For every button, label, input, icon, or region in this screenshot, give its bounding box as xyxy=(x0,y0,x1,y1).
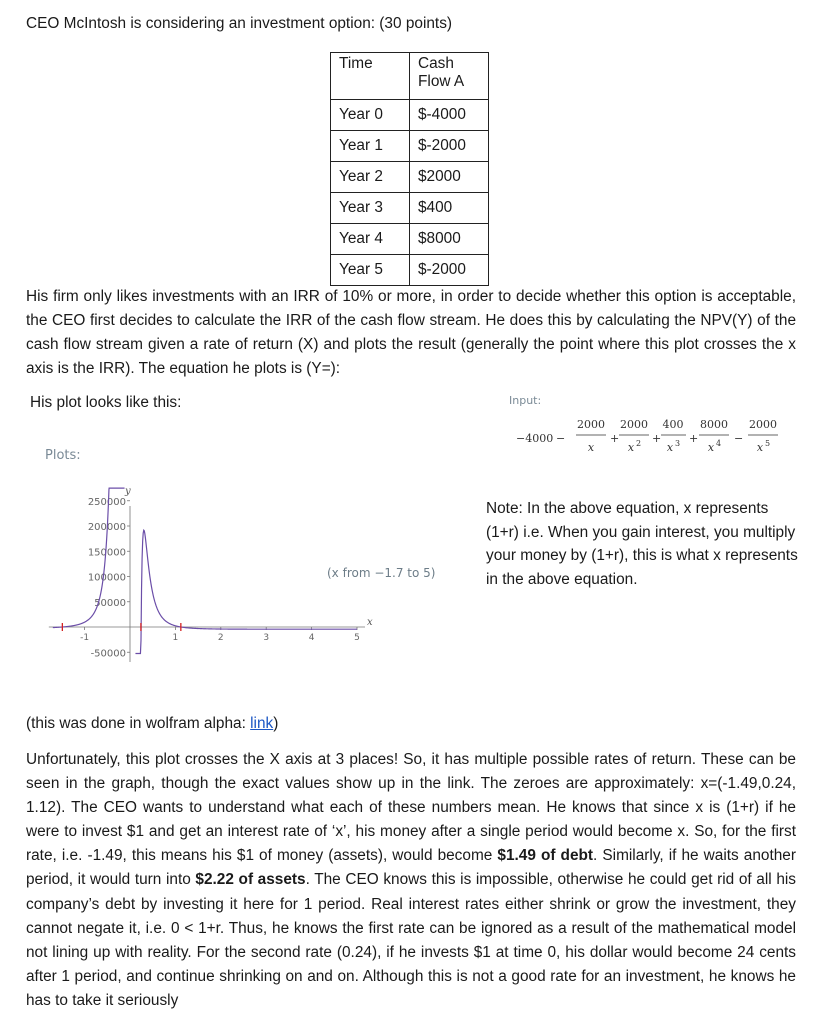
time-cell: Year 5 xyxy=(331,255,410,286)
intro-text: CEO McIntosh is considering an investment option: (30 points) xyxy=(26,15,453,32)
cash-cell: $-2000 xyxy=(410,255,489,286)
term-denominator: x xyxy=(756,441,764,454)
x-tick-label: -1 xyxy=(80,633,90,643)
table-row xyxy=(331,224,489,255)
x-tick-label: 3 xyxy=(263,633,270,643)
table-row xyxy=(331,162,489,193)
y-axis-label: y xyxy=(125,486,131,497)
term-numerator: 2000 xyxy=(620,418,648,431)
term-denominator: x xyxy=(707,441,715,454)
formula-term-3 xyxy=(652,418,686,454)
y-tick-label: 100000 xyxy=(87,572,126,584)
source-suffix: ) xyxy=(273,715,279,732)
curve-positive-branch xyxy=(135,530,357,653)
cash-flow-table xyxy=(330,52,489,286)
note-text: Note: In the above equation, x represents (1+r) i.e. When you gain interest, you multiply your money by (1+r), this is what x represents in the above equation. xyxy=(486,500,798,588)
time-cell: Year 1 xyxy=(331,131,410,162)
y-tick-label: 150000 xyxy=(87,547,126,559)
paragraph-roots xyxy=(26,748,796,1013)
term-exponent: 4 xyxy=(716,439,722,448)
x-tick-label: 1 xyxy=(172,633,179,643)
x-tick-label: 4 xyxy=(308,633,315,643)
term-numerator: 2000 xyxy=(749,418,777,431)
term-denominator: x xyxy=(666,441,674,454)
cash-cell: $-2000 xyxy=(410,131,489,162)
roots-text-3: . The CEO knows this is impossible, otherwise he could get rid of all his company’s debt by investing it here for 1 period. Real interest rates either shrink or grow the investment, they cannot negate it, i.e. 0 < 1+r. Thus, he knows the first rate can be ignored as a result of the mathematical model not lining up with reality. For the second rate (0.24), if he invests $1 at time 0, his dollar would become 24 cents after 1 period, and continue shrinking on and on. Although this is not a good rate for an investment, he knows he has to take it seriously xyxy=(26,871,796,1009)
y-tick-label: 200000 xyxy=(87,522,126,533)
term-exponent: 5 xyxy=(765,439,771,448)
paragraph-source xyxy=(26,712,796,736)
cash-cell: $2000 xyxy=(410,162,489,193)
x-tick-label: 5 xyxy=(354,633,360,643)
cash-cell: $400 xyxy=(410,193,489,224)
table-row xyxy=(331,100,489,131)
term-denominator: x xyxy=(627,441,635,454)
roots-bold-2: $2.22 of assets xyxy=(195,871,306,889)
formula-constant: −4000 xyxy=(516,432,554,445)
time-cell: Year 3 xyxy=(331,193,410,224)
roots-bold-1: $1.49 of debt xyxy=(497,847,594,865)
term-numerator: 400 xyxy=(662,418,684,431)
y-tick-label: -50000 xyxy=(90,648,126,660)
formula-term-4 xyxy=(689,418,729,454)
time-cell: Year 4 xyxy=(331,224,410,255)
time-cell: Year 0 xyxy=(331,100,410,131)
wolfram-link[interactable]: link xyxy=(250,715,274,732)
term-exponent: 3 xyxy=(675,439,681,448)
roots-text-1: Unfortunately, this plot crosses the X axis at 3 places! So, it has multiple possible rates of return. These can be seen in the graph, though the exact values show up in the link. The zeroes are approximately: x=(-1.49,0.24, 1.12). The CEO wants to understand what each of these numbers mean. He knows that since x is (1+r) if he were to invest $1 and get an interest rate of ‘x’, his money after a single period would become x. So, for the first rate, i.e. -1.49, this means his $1 of money (assets), would become xyxy=(26,751,796,865)
wolfram-input-label: Input: xyxy=(509,394,542,407)
plot-lead-text: His plot looks like this: xyxy=(30,394,182,411)
header-time: Time xyxy=(331,53,410,100)
paragraph-irr: His firm only likes investments with an IRR of 10% or more, in order to decide whether this option is acceptable, the CEO first decides to calculate the IRR of the cash flow stream. He does this by calculating the NPV(Y) of the cash flow stream given a rate of return (X) and plots the result (generally the point where this plot crosses the x axis is the IRR). The equation he plots is (Y=): xyxy=(26,288,796,377)
roots-text-2: . Similarly, if he waits another period, it would turn into xyxy=(26,847,796,889)
formula-term-2 xyxy=(610,418,649,454)
y-tick-label: 250000 xyxy=(87,496,126,508)
table-row xyxy=(331,193,489,224)
formula-term-5 xyxy=(734,418,778,454)
formula-term-1 xyxy=(556,418,606,454)
term-numerator: 8000 xyxy=(700,418,728,431)
source-prefix: (this was done in wolfram alpha: xyxy=(26,715,251,732)
term-sign: − xyxy=(556,432,566,445)
term-sign: + xyxy=(689,432,699,445)
y-tick-label: 50000 xyxy=(94,597,126,609)
x-range-label: (x from −1.7 to 5) xyxy=(327,566,436,580)
term-numerator: 2000 xyxy=(577,418,605,431)
term-exponent: 2 xyxy=(636,439,642,448)
term-sign: + xyxy=(652,432,662,445)
cash-cell: $8000 xyxy=(410,224,489,255)
term-sign: + xyxy=(610,432,620,445)
wolfram-plots-label: Plots: xyxy=(45,448,81,463)
x-tick-label: 2 xyxy=(217,633,224,643)
npv-formula xyxy=(506,414,796,462)
table-row xyxy=(331,131,489,162)
table-header-row xyxy=(331,53,489,100)
x-axis-label: x xyxy=(367,617,373,628)
term-denominator: x xyxy=(587,441,595,454)
term-sign: − xyxy=(734,432,744,445)
table-row xyxy=(331,255,489,286)
cash-cell: $-4000 xyxy=(410,100,489,131)
time-cell: Year 2 xyxy=(331,162,410,193)
npv-plot xyxy=(60,480,373,665)
header-cash-flow: Cash Flow A xyxy=(410,53,489,100)
